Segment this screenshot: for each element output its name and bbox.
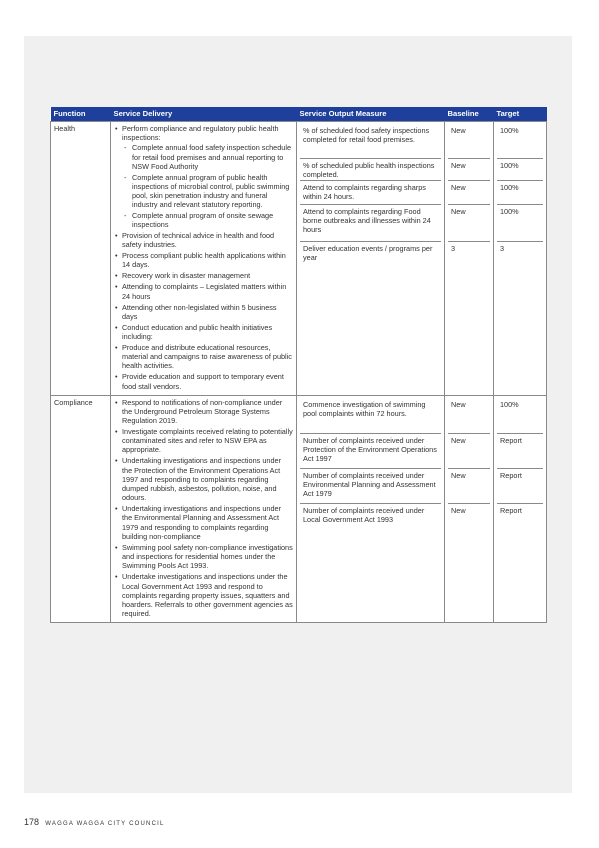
baseline-value: New bbox=[448, 159, 490, 181]
service-delivery-text: Perform compliance and regulatory public health inspections: bbox=[122, 124, 279, 143]
header-service-output-measure: Service Output Measure bbox=[297, 107, 445, 122]
baseline-cell bbox=[445, 122, 494, 396]
service-delivery-cell bbox=[111, 395, 297, 622]
service-delivery-text: Recovery work in disaster management bbox=[122, 271, 251, 281]
service-delivery-subitem: - Complete annual program of public health inspections of microbial control, public swimming pool, skin penetration industry and funeral industry and relevant statutory reporting. bbox=[122, 173, 293, 210]
service-delivery-text: Undertaking investigations and inspections under the Protection of the Environment Operations Act 1997 and responding to complaints regarding dumped rubbish, asbestos, pollution, noise, and odours. bbox=[122, 456, 282, 503]
target-value: 100% bbox=[497, 181, 543, 205]
service-output-measure: Number of complaints received under Environmental Planning and Assessment Act 1979 bbox=[300, 469, 441, 504]
page-footer bbox=[24, 817, 165, 827]
baseline-value: 3 bbox=[451, 244, 456, 253]
target-value: Report bbox=[497, 434, 543, 469]
target-value: Report bbox=[497, 469, 543, 504]
service-delivery-text: Undertaking investigations and inspections under the Environmental Planning and Assessment Act 1979 and responding to complaints regarding building non-compliance bbox=[122, 504, 282, 541]
table-row bbox=[51, 122, 547, 396]
header-baseline: Baseline bbox=[445, 107, 494, 122]
table-header-row bbox=[51, 107, 547, 122]
council-name: WAGGA WAGGA CITY COUNCIL bbox=[45, 821, 165, 827]
table-row bbox=[51, 395, 547, 622]
measure-cell bbox=[297, 122, 445, 396]
service-delivery-subitem: - Complete annual food safety inspection schedule for retail food premises and annual reporting to NSW Food Authority bbox=[122, 143, 293, 171]
service-output-measure: % of scheduled public health inspections completed. bbox=[300, 159, 441, 181]
service-delivery-list bbox=[114, 124, 293, 391]
service-delivery-text: Attending other non-legislated within 5 business days bbox=[122, 302, 277, 321]
service-delivery-text: Produce and distribute educational resources, material and campaigns to raise awareness of public health activities. bbox=[122, 343, 292, 371]
target-cell bbox=[494, 395, 547, 622]
service-delivery-text: Respond to notifications of non-compliance under the Underground Petroleum Storage Systems Regulation 2019. bbox=[122, 397, 283, 426]
service-delivery-item bbox=[114, 456, 293, 502]
service-output-measure: Number of complaints received under Protection of the Environment Operations Act 1997 bbox=[300, 434, 441, 469]
header-function: Function bbox=[51, 107, 111, 122]
service-delivery-cell bbox=[111, 122, 297, 396]
service-delivery-item bbox=[114, 271, 293, 280]
service-output-measure: Number of complaints received under Local Government Act 1993 bbox=[303, 505, 425, 524]
service-delivery-text: Swimming pool safety non-compliance investigations and inspections for residential homes under the Swimming Pools Act 1993. bbox=[122, 542, 293, 571]
measure-cell bbox=[297, 395, 445, 622]
baseline-value: New bbox=[448, 205, 490, 242]
baseline-value: New bbox=[448, 181, 490, 205]
service-delivery-text: Undertake investigations and inspections under the Local Government Act 1993 and respond to complaints regarding property issues, squatters and hoarders. Referrals to other government agencies as required. bbox=[122, 572, 293, 619]
service-delivery-text: Investigate complaints received relating to potentially contaminated sites and refer to NSW EPA as appropriate. bbox=[122, 427, 293, 455]
service-delivery-item bbox=[114, 282, 293, 300]
service-delivery-item bbox=[114, 343, 293, 371]
baseline-value: New bbox=[448, 469, 490, 504]
service-delivery-item bbox=[114, 303, 293, 321]
service-delivery-item bbox=[114, 398, 293, 426]
function-cell: Compliance bbox=[51, 395, 111, 622]
service-delivery-text: Conduct education and public health initiatives including: bbox=[122, 322, 273, 342]
service-output-measure: % of scheduled food safety inspections completed for retail food premises. bbox=[300, 124, 441, 159]
target-value: 100% bbox=[497, 159, 543, 181]
target-cell bbox=[494, 122, 547, 396]
service-delivery-subitem: - Complete annual program of onsite sewage inspections bbox=[122, 211, 293, 229]
baseline-value: New bbox=[448, 398, 490, 434]
baseline-cell bbox=[445, 395, 494, 622]
service-delivery-list bbox=[114, 398, 293, 619]
header-target: Target bbox=[494, 107, 547, 122]
baseline-value: New bbox=[448, 434, 490, 469]
service-delivery-item bbox=[114, 427, 293, 455]
target-value: 100% bbox=[497, 205, 543, 242]
service-delivery-item bbox=[114, 504, 293, 541]
service-output-measure: Attend to complaints regarding Food borne outbreaks and illnesses within 24 hours bbox=[300, 205, 441, 242]
header-service-delivery: Service Delivery bbox=[111, 107, 297, 122]
service-delivery-text: Attending to complaints – Legislated matters within 24 hours bbox=[122, 282, 287, 301]
service-delivery-item bbox=[114, 231, 293, 249]
function-cell: Health bbox=[51, 122, 111, 396]
service-output-measure: Commence investigation of swimming pool complaints within 72 hours. bbox=[300, 398, 441, 434]
page-number: 178 bbox=[24, 817, 40, 827]
service-delivery-item bbox=[114, 572, 293, 618]
service-delivery-item bbox=[114, 543, 293, 571]
service-output-measure: Deliver education events / programs per year bbox=[303, 244, 433, 263]
service-output-measure: Attend to complaints regarding sharps within 24 hours. bbox=[300, 181, 441, 205]
baseline-value: New bbox=[448, 124, 490, 159]
target-value: Report bbox=[500, 505, 522, 515]
service-delivery-item bbox=[114, 323, 293, 341]
service-delivery-item bbox=[114, 372, 293, 390]
service-delivery-sublist bbox=[122, 143, 293, 229]
target-value: 100% bbox=[497, 398, 543, 434]
target-value: 3 bbox=[500, 244, 505, 253]
service-table bbox=[50, 107, 547, 623]
service-delivery-text: Provide education and support to temporary event food stall vendors. bbox=[122, 372, 284, 391]
baseline-value: New bbox=[451, 505, 466, 515]
service-delivery-text: Process compliant public health applications within 14 days. bbox=[122, 251, 286, 270]
service-delivery-text: Provision of technical advice in health and food safety industries. bbox=[122, 231, 275, 250]
target-value: 100% bbox=[497, 124, 543, 159]
service-delivery-item bbox=[114, 124, 293, 229]
service-delivery-item bbox=[114, 251, 293, 269]
